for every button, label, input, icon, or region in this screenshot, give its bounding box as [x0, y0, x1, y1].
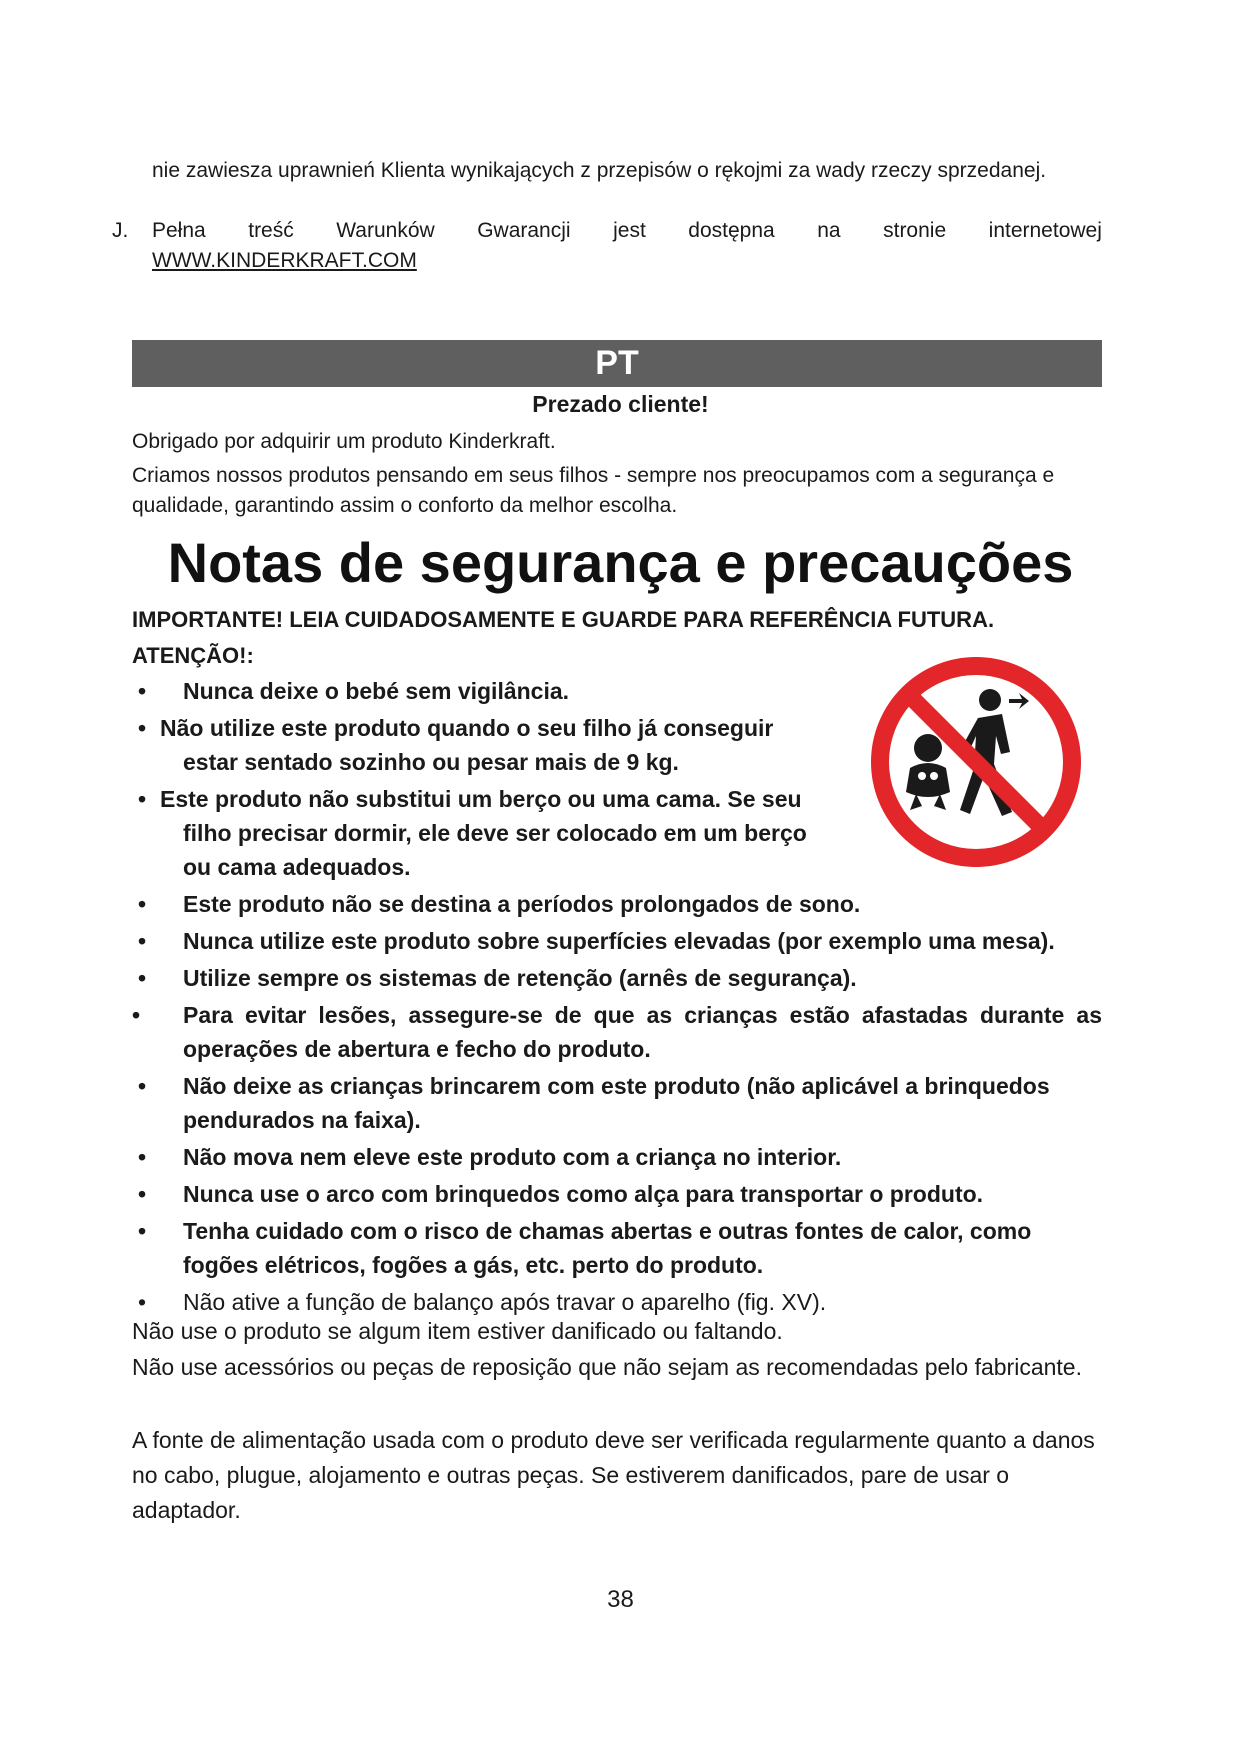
- warning-item: [132, 998, 1102, 1066]
- warning-text: Nunca deixe o bebé sem vigilância.: [183, 678, 570, 704]
- attention-label: ATENÇÃO!:: [132, 643, 254, 668]
- bullet-icon: •: [137, 1144, 147, 1170]
- item-j-marker: J.: [112, 219, 129, 242]
- item-j-line: [152, 216, 1102, 246]
- warning-item: [132, 961, 1102, 995]
- greeting-heading: Prezado cliente!: [532, 391, 709, 417]
- bullet-icon: •: [137, 1218, 147, 1244]
- warning-text: ou cama adequados.: [183, 854, 411, 880]
- bullet-icon: •: [137, 1289, 147, 1315]
- language-section-header: PT: [132, 340, 1102, 387]
- bullet-icon: •: [137, 891, 147, 917]
- warning-text: Tenha cuidado com o risco de chamas abertas e outras fontes de calor, como fogões elétricos, fogões a gás, etc. perto do produto.: [183, 1218, 1032, 1278]
- item-j-word: Gwarancji: [477, 219, 571, 242]
- item-j-word: na: [817, 219, 841, 242]
- warning-item: [132, 1177, 1102, 1211]
- bullet-icon: •: [137, 1181, 147, 1207]
- page-number: 38: [607, 1586, 634, 1613]
- tail-paragraph: Não use o produto se algum item estiver danificado ou faltando.: [132, 1318, 783, 1344]
- item-j-word: internetowej: [988, 219, 1102, 242]
- warning-text: Este produto não substitui um berço ou uma cama. Se seu: [160, 786, 802, 812]
- warning-text: Nunca utilize este produto sobre superfícies elevadas (por exemplo uma mesa).: [183, 928, 1055, 954]
- warning-item: [132, 887, 1102, 921]
- warning-text: estar sentado sozinho ou pesar mais de 9 kg.: [183, 749, 679, 775]
- warning-text: Não mova nem eleve este produto com a criança no interior.: [183, 1144, 842, 1170]
- warning-text: Não deixe as crianças brincarem com este produto (não aplicável a brinquedos pendurados na faixa).: [183, 1073, 1050, 1133]
- warning-text: filho precisar dormir, ele deve ser colocado em um berço: [183, 820, 807, 846]
- important-notice: IMPORTANTE! LEIA CUIDADOSAMENTE E GUARDE PARA REFERÊNCIA FUTURA.: [132, 607, 995, 632]
- item-j-word: dostępna: [688, 219, 775, 242]
- page-title: Notas de segurança e precauções: [167, 531, 1074, 594]
- warning-text: Não ative a função de balanço após travar o aparelho (fig. XV).: [183, 1289, 827, 1315]
- bullet-icon: •: [137, 786, 147, 812]
- bullet-icon: •: [132, 1002, 141, 1028]
- item-j-word: treść: [248, 219, 294, 242]
- bullet-icon: •: [137, 928, 147, 954]
- item-j-body: [152, 216, 1102, 276]
- item-j-word: Pełna: [152, 219, 206, 242]
- kinderkraft-website-link[interactable]: WWW.KINDERKRAFT.COM: [152, 249, 417, 272]
- bullet-icon: •: [137, 678, 147, 704]
- tail-paragraph: A fonte de alimentação usada com o produto deve ser verificada regularmente quanto a danos no cabo, plugue, alojamento e outras peças. Se estiverem danificados, pare de usar o adaptador.: [132, 1427, 1095, 1523]
- warning-text: Para evitar lesões, assegure-se de que as crianças estão afastadas durante as operações de abertura e fecho do produto.: [183, 1002, 1102, 1062]
- bullet-icon: •: [137, 1073, 147, 1099]
- item-j-word: jest: [613, 219, 646, 242]
- warning-text: Este produto não se destina a períodos prolongados de sono.: [183, 891, 861, 917]
- warning-text: Não utilize este produto quando o seu filho já conseguir: [160, 715, 774, 741]
- bullet-icon: •: [137, 965, 147, 991]
- polish-continuation-text: nie zawiesza uprawnień Klienta wynikających z przepisów o rękojmi za wady rzeczy sprzedanej.: [152, 159, 1047, 182]
- warning-item: [132, 924, 1102, 958]
- item-j-word: Warunków: [336, 219, 435, 242]
- no-leaving-child-unattended-icon: [866, 652, 1086, 872]
- warning-text: Utilize sempre os sistemas de retenção (arnês de segurança).: [183, 965, 857, 991]
- intro-paragraph: Obrigado por adquirir um produto Kinderkraft.: [132, 430, 556, 453]
- warning-item: [132, 1069, 1102, 1137]
- warning-item: [132, 782, 973, 884]
- intro-paragraph: Criamos nossos produtos pensando em seus filhos - sempre nos preocupamos com a segurança e qualidade, garantindo assim o conforto da melhor escolha.: [132, 464, 1055, 517]
- item-j-word: stronie: [883, 219, 947, 242]
- bullet-icon: •: [137, 715, 147, 741]
- warning-item: [132, 1140, 1102, 1174]
- warning-item: [132, 711, 973, 779]
- warning-text: Nunca use o arco com brinquedos como alça para transportar o produto.: [183, 1181, 984, 1207]
- tail-paragraph: Não use acessórios ou peças de reposição que não sejam as recomendadas pelo fabricante.: [132, 1354, 1082, 1380]
- warning-item: [132, 1214, 1102, 1282]
